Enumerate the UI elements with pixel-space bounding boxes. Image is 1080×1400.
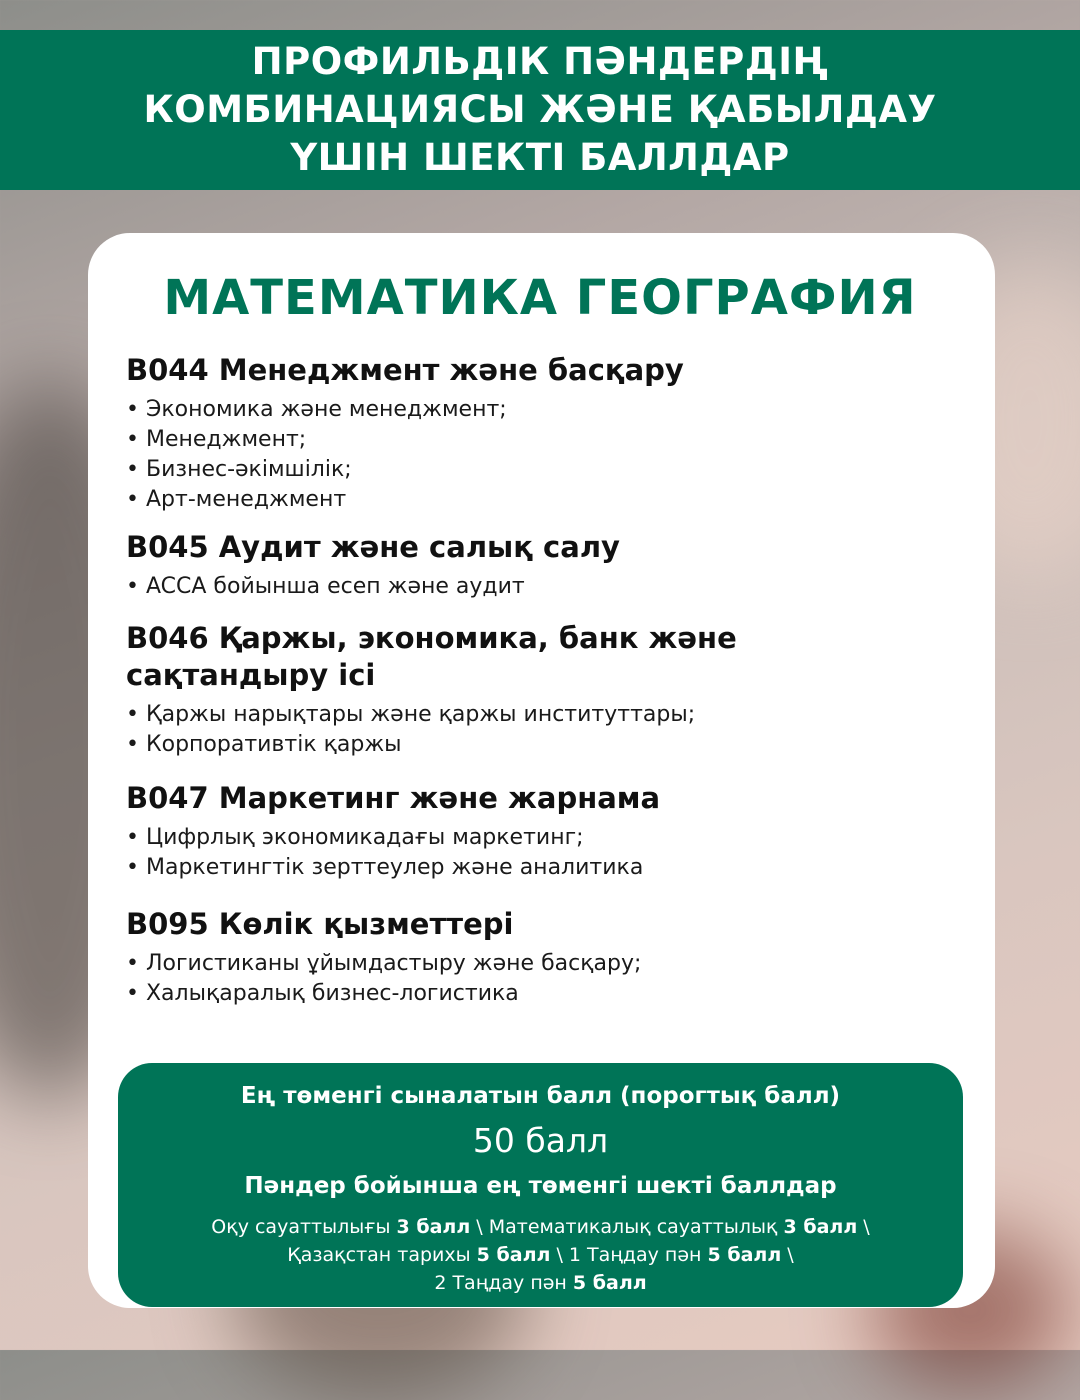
program-b047 — [126, 780, 906, 883]
subject-score: 5 балл — [476, 1244, 551, 1266]
program-title: B045 Аудит және салық салу — [126, 530, 620, 564]
subject-scores — [148, 1213, 933, 1297]
program-list — [126, 572, 906, 602]
program-title: B046 Қаржы, экономика, банк және сақтандыру ісі — [126, 621, 737, 692]
program-title: B095 Көлік қызметтері — [126, 907, 514, 941]
list-item: • Экономика және менеджмент; — [126, 395, 906, 425]
list-item: • Маркетингтік зерттеулер және аналитика — [126, 853, 906, 883]
program-b045 — [126, 529, 906, 602]
program-b044 — [126, 352, 906, 515]
subject-name: 2 Таңдау пән — [434, 1272, 573, 1294]
subject-score: 3 балл — [783, 1216, 858, 1238]
threshold-value: 50 балл — [472, 1121, 609, 1160]
program-title: B047 Маркетинг және жарнама — [126, 781, 661, 815]
list-item: • Арт-менеджмент — [126, 485, 906, 515]
separator: \ — [857, 1216, 870, 1238]
program-b046 — [126, 620, 826, 760]
subject-name: Оқу сауаттылығы — [211, 1216, 397, 1238]
subjects-label: Пәндер бойынша ең төменгі шекті баллдар — [244, 1173, 837, 1199]
subject-score: 5 балл — [572, 1272, 647, 1294]
program-list — [126, 700, 826, 760]
subject-name: Қазақстан тарихы — [287, 1244, 477, 1266]
list-item: • Халықаралық бизнес-логистика — [126, 979, 906, 1009]
threshold-scores-box — [118, 1063, 963, 1307]
separator: \ — [781, 1244, 794, 1266]
program-list — [126, 949, 906, 1009]
subject-score: 5 балл — [707, 1244, 782, 1266]
list-item: • Цифрлық экономикадағы маркетинг; — [126, 823, 906, 853]
subject-name: 1 Таңдау пән — [568, 1244, 708, 1266]
list-item: • Корпоративтік қаржы — [126, 730, 826, 760]
program-title: B044 Менеджмент және басқару — [126, 353, 684, 387]
card-title: МАТЕМАТИКА ГЕОГРАФИЯ — [163, 270, 917, 326]
list-item: • ACCA бойынша есеп және аудит — [126, 572, 906, 602]
program-list — [126, 395, 906, 515]
list-item: • Логистиканы ұйымдастыру және басқару; — [126, 949, 906, 979]
header-banner — [0, 30, 1080, 190]
program-b095 — [126, 906, 906, 1009]
threshold-label: Ең төменгі сыналатын балл (порогтық балл) — [240, 1083, 841, 1109]
program-list — [126, 823, 906, 883]
list-item: • Қаржы нарықтары және қаржы институттары; — [126, 700, 826, 730]
subject-score: 3 балл — [396, 1216, 471, 1238]
list-item: • Менеджмент; — [126, 425, 906, 455]
separator: \ — [550, 1244, 569, 1266]
header-title: ПРОФИЛЬДІК ПӘНДЕРДІҢ КОМБИНАЦИЯСЫ ЖӘНЕ ҚАБЫЛДАУ ҮШІН ШЕКТІ БАЛЛДАР — [143, 40, 937, 179]
separator: \ — [470, 1216, 489, 1238]
subject-name: Математикалық сауаттылық — [488, 1216, 784, 1238]
list-item: • Бизнес-әкімшілік; — [126, 455, 906, 485]
